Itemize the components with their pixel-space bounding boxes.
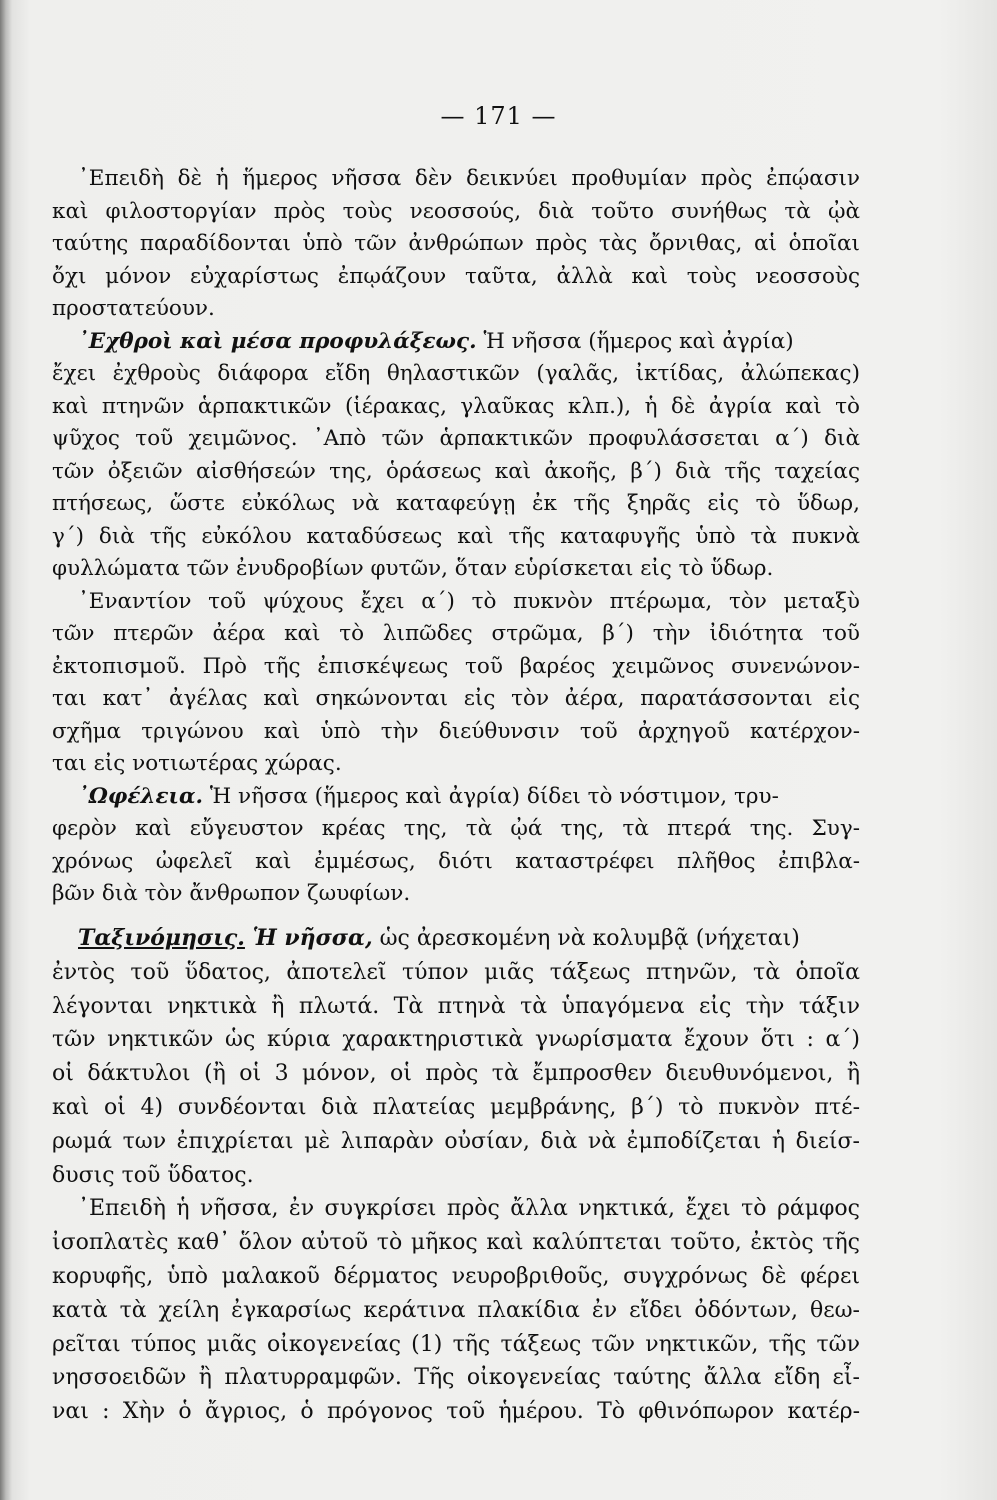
text-line: κορυφῆς, ὑπὸ μαλακοῦ δέρματος νευροβριθοῦς, συγχρόνως δὲ φέρει [52, 1263, 860, 1289]
text-line: ρεῖται τύπος μιᾶς οἰκογενείας (1) τῆς τάξεως τῶν νηκτικῶν, τῆς τῶν [52, 1331, 860, 1357]
section-heading: ᾿Ωφέλεια. [78, 783, 203, 809]
text-line: γ΄) διὰ τῆς εὐκόλου καταδύσεως καὶ τῆς καταφυγῆς ὑπὸ τὰ πυκνὰ [52, 523, 860, 549]
text-line: τῶν ὀξειῶν αἰσθήσεών της, ὁράσεως καὶ ἀκοῆς, β΄) διὰ τῆς ταχείας [52, 458, 860, 484]
text-line: νησσοειδῶν ἢ πλατυρραμφῶν. Τῆς οἰκογενείας ταύτης ἄλλα εἴδη εἶ- [52, 1365, 860, 1391]
section-heading: Ταξινόμησις. [78, 925, 245, 951]
text-line: ἐκτοπισμοῦ. Πρὸ τῆς ἐπισκέψεως τοῦ βαρέος χειμῶνος συνενώνον- [52, 653, 860, 679]
section-heading-line [52, 326, 860, 359]
text-line: τῶν νηκτικῶν ὡς κύρια χαρακτηριστικὰ γνωρίσματα ἔχουν ὅτι : α΄) [52, 1027, 860, 1053]
text-line: σχῆμα τριγώνου καὶ ὑπὸ τὴν διεύθυνσιν τοῦ ἀρχηγοῦ κατέρχον- [52, 718, 860, 744]
text-line: ὄχι μόνον εὐχαρίστως ἐπῳάζουν ταῦτα, ἀλλὰ καὶ τοὺς νεοσσοὺς [52, 263, 860, 289]
text-line: φερὸν καὶ εὔγευστον κρέας της, τὰ ᾠά της, τὰ πτερά της. Συγ- [52, 816, 860, 841]
text-line: χρόνως ὠφελεῖ καὶ ἐμμέσως, διότι καταστρέφει πλῆθος ἐπιβλα- [52, 848, 860, 874]
text-block-lower [52, 922, 860, 1429]
text-line: καὶ φιλοστοργίαν πρὸς τοὺς νεοσσούς, διὰ τοῦτο συνήθως τὰ ᾠὰ [52, 198, 860, 224]
section-heading: ᾿Εχθροὶ καὶ μέσα προφυλάξεως. [78, 328, 477, 354]
text-line: λέγονται νηκτικὰ ἢ πλωτά. Τὰ πτηνὰ τὰ ὑπαγόμενα εἰς τὴν τάξιν [52, 993, 860, 1019]
text-line: ται εἰς νοτιωτέρας χώρας. [52, 751, 342, 776]
page-number: — 171 — [440, 102, 557, 130]
text-run: Ἡ νῆσσα (ἥμερος καὶ ἀγρία) [476, 328, 794, 354]
text-line: ἐντὸς τοῦ ὕδατος, ἀποτελεῖ τύπον μιᾶς τάξεως πτηνῶν, τὰ ὁποῖα [52, 959, 860, 985]
text-line: ᾿Εναντίον τοῦ ψύχους ἔχει α΄) τὸ πυκνὸν πτέρωμα, τὸν μεταξὺ [78, 588, 860, 614]
text-line: ᾿Επειδὴ δὲ ἡ ἥμερος νῆσσα δὲν δεικνύει προθυμίαν πρὸς ἐπῴασιν [78, 166, 860, 191]
text-line: τῶν πτερῶν ἀέρα καὶ τὸ λιπῶδες στρῶμα, β΄) τὴν ἰδιότητα τοῦ [52, 621, 860, 646]
text-line: οἱ δάκτυλοι (ἢ οἱ 3 μόνον, οἱ πρὸς τὰ ἔμπροσθεν διευθυνόμενοι, ἢ [52, 1061, 860, 1087]
text-line: βῶν διὰ τὸν ἄνθρωπον ζωυφίων. [52, 881, 411, 906]
text-line: φυλλώματα τῶν ἐνυδροβίων φυτῶν, ὅταν εὑρίσκεται εἰς τὸ ὕδωρ. [52, 556, 774, 581]
text-line: ᾿Επειδὴ ἡ νῆσσα, ἐν συγκρίσει πρὸς ἄλλα νηκτικά, ἔχει τὸ ράμφος [78, 1196, 860, 1222]
text-line: καὶ πτηνῶν ἁρπακτικῶν (ἱέρακας, γλαῦκας κλπ.), ἡ δὲ ἀγρία καὶ τὸ [52, 393, 860, 419]
text-run: Ἡ νῆσσα (ἥμερος καὶ ἀγρία) δίδει τὸ νόστιμον, τρυ- [203, 783, 779, 809]
binding-shadow [0, 0, 12, 1500]
text-line: ται κατ᾿ ἀγέλας καὶ σηκώνονται εἰς τὸν ἀέρα, παρατάσσονται εἰς [52, 686, 860, 711]
text-line: ναι : Χὴν ὁ ἄγριος, ὁ πρόγονος τοῦ ἡμέρου. Τὸ φθινόπωρον κατέρ- [52, 1399, 860, 1425]
section-heading-line [52, 781, 860, 814]
section-heading-line [52, 922, 860, 956]
text-line: δυσις τοῦ ὕδατος. [52, 1162, 254, 1188]
text-line: ἰσοπλατὲς καθ᾿ ὅλον αὐτοῦ τὸ μῆκος καὶ καλύπτεται τοῦτο, ἐκτὸς τῆς [52, 1230, 860, 1256]
text-run: ὡς ἀρεσκομένη νὰ κολυμβᾷ (νήχεται) [372, 926, 800, 951]
text-line: πτήσεως, ὥστε εὐκόλως νὰ καταφεύγῃ ἐκ τῆς ξηρᾶς εἰς τὸ ὕδωρ, [52, 491, 860, 516]
text-line: προστατεύουν. [52, 296, 215, 321]
text-block-upper [52, 163, 860, 911]
text-line: ἔχει ἐχθροὺς διάφορα εἴδη θηλαστικῶν (γαλᾶς, ἰκτίδας, ἀλώπεκας) [52, 361, 860, 386]
text-line: ψῦχος τοῦ χειμῶνος. ᾿Απὸ τῶν ἁρπακτικῶν προφυλάσσεται α΄) διὰ [52, 426, 860, 451]
text-line: καὶ οἱ 4) συνδέονται διὰ πλατείας μεμβράνης, β΄) τὸ πυκνὸν πτέ- [52, 1094, 860, 1120]
text-run-bold: Ἡ νῆσσα, [244, 925, 373, 951]
text-line: κατὰ τὰ χείλη ἐγκαρσίως κεράτινα πλακίδια ἐν εἴδει ὀδόντων, θεω- [52, 1297, 860, 1323]
text-line: ταύτης παραδίδονται ὑπὸ τῶν ἀνθρώπων πρὸς τὰς ὄρνιθας, αἱ ὁποῖαι [52, 231, 860, 256]
text-line: ρωμά των ἐπιχρίεται μὲ λιπαρὰν οὐσίαν, διὰ νὰ ἐμποδίζεται ἡ διείσ- [52, 1128, 860, 1154]
